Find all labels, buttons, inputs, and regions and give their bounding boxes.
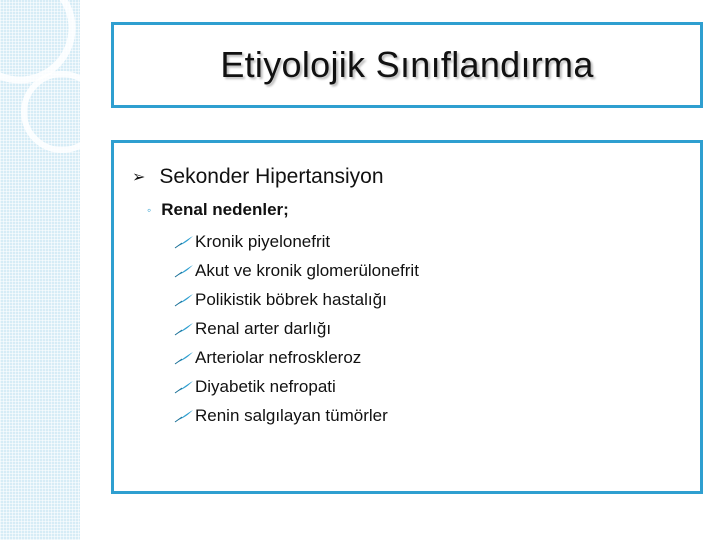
list-item-text: Renal arter darlığı — [195, 318, 332, 338]
list-item — [174, 227, 419, 256]
list-item — [174, 256, 419, 285]
subheading-bullet-row — [147, 200, 289, 220]
list-item-text: Polikistik böbrek hastalığı — [195, 289, 387, 309]
deco-circle-large — [0, 0, 72, 80]
cause-list — [174, 227, 419, 430]
quill-bullet-icon — [174, 293, 194, 307]
arrowhead-bullet-icon: ➢ — [132, 169, 146, 186]
heading-bullet-row — [132, 165, 384, 189]
list-item-text: Arteriolar nefroskleroz — [195, 347, 362, 367]
list-item — [174, 401, 419, 430]
content-box — [111, 140, 703, 494]
quill-bullet-icon — [174, 409, 194, 423]
quill-bullet-icon — [174, 380, 194, 394]
quill-bullet-icon — [174, 235, 194, 249]
list-item — [174, 343, 419, 372]
list-item-text: Akut ve kronik glomerülonefrit — [195, 260, 419, 280]
quill-bullet-icon — [174, 264, 194, 278]
title-box — [111, 22, 703, 108]
deco-circle-small — [24, 74, 100, 150]
list-item — [174, 372, 419, 401]
heading-text: Sekonder Hipertansiyon — [159, 165, 384, 188]
circle-bullet-icon: ◦ — [147, 203, 152, 217]
subheading-text: Renal nedenler; — [161, 200, 289, 219]
list-item — [174, 285, 419, 314]
quill-bullet-icon — [174, 351, 194, 365]
list-item-text: Kronik piyelonefrit — [195, 231, 331, 251]
slide-title: Etiyolojik Sınıflandırma — [220, 44, 594, 85]
list-item-text: Renin salgılayan tümörler — [195, 405, 388, 425]
list-item-text: Diyabetik nefropati — [195, 376, 336, 396]
list-item — [174, 314, 419, 343]
quill-bullet-icon — [174, 322, 194, 336]
